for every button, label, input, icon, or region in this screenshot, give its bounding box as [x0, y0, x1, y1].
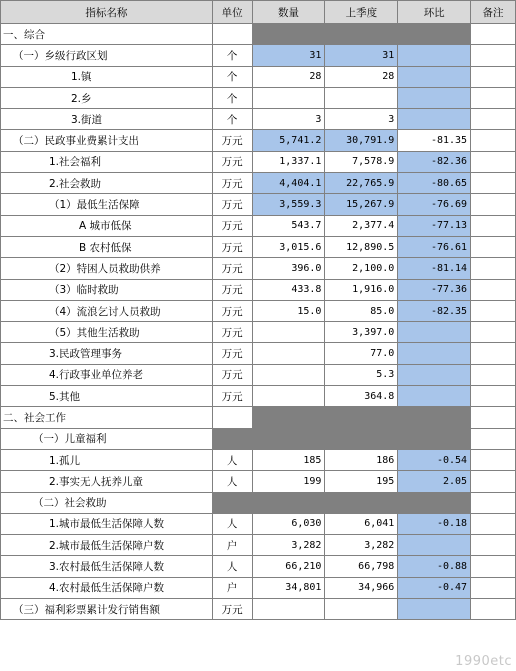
- cell-indicator-name: 5.其他: [1, 386, 213, 407]
- cell-note: [471, 386, 516, 407]
- cell-previous-quarter: 1,916.0: [325, 279, 398, 300]
- cell-unit: 万元: [212, 322, 252, 343]
- cell-indicator-name: 二、社会工作: [1, 407, 213, 428]
- cell-note: [471, 364, 516, 385]
- cell-unit: 万元: [212, 258, 252, 279]
- table-row: [1, 449, 516, 470]
- header-quantity: 数量: [252, 1, 325, 24]
- table-row: [1, 492, 516, 513]
- cell-indicator-name: A 城市低保: [1, 215, 213, 236]
- cell-indicator-name: 3.农村最低生活保障人数: [1, 556, 213, 577]
- cell-ratio: -82.36: [398, 151, 471, 172]
- cell-quantity: 543.7: [252, 215, 325, 236]
- cell-indicator-name: 3.街道: [1, 109, 213, 130]
- cell-indicator-name: （一）儿童福利: [1, 428, 213, 449]
- table-row: [1, 343, 516, 364]
- table-row: [1, 471, 516, 492]
- table-row: [1, 87, 516, 108]
- cell-previous-quarter: 2,100.0: [325, 258, 398, 279]
- cell-previous-quarter: [325, 87, 398, 108]
- cell-indicator-name: （3）临时救助: [1, 279, 213, 300]
- table-row: [1, 322, 516, 343]
- cell-quantity: [252, 407, 325, 428]
- cell-note: [471, 45, 516, 66]
- cell-note: [471, 577, 516, 598]
- table-row: [1, 428, 516, 449]
- cell-indicator-name: （2）特困人员救助供养: [1, 258, 213, 279]
- cell-ratio: [398, 535, 471, 556]
- cell-indicator-name: 2.事实无人抚养儿童: [1, 471, 213, 492]
- cell-quantity: [252, 386, 325, 407]
- cell-ratio: -81.35: [398, 130, 471, 151]
- table-row: [1, 45, 516, 66]
- cell-note: [471, 151, 516, 172]
- table-row: [1, 535, 516, 556]
- cell-note: [471, 556, 516, 577]
- cell-unit: 万元: [212, 173, 252, 194]
- cell-quantity: 28: [252, 66, 325, 87]
- cell-previous-quarter: 85.0: [325, 300, 398, 321]
- cell-indicator-name: 1.孤儿: [1, 449, 213, 470]
- table-row: [1, 194, 516, 215]
- cell-ratio: [398, 407, 471, 428]
- cell-previous-quarter: 7,578.9: [325, 151, 398, 172]
- cell-quantity: 15.0: [252, 300, 325, 321]
- cell-note: [471, 109, 516, 130]
- cell-previous-quarter: 12,890.5: [325, 236, 398, 257]
- cell-note: [471, 513, 516, 534]
- table-row: [1, 279, 516, 300]
- table-row: [1, 258, 516, 279]
- cell-quantity: 34,801: [252, 577, 325, 598]
- cell-indicator-name: 4.行政事业单位养老: [1, 364, 213, 385]
- cell-note: [471, 258, 516, 279]
- cell-ratio: -0.88: [398, 556, 471, 577]
- cell-note: [471, 471, 516, 492]
- cell-quantity: 185: [252, 449, 325, 470]
- cell-unit: 个: [212, 66, 252, 87]
- table-row: [1, 130, 516, 151]
- cell-previous-quarter: 3,397.0: [325, 322, 398, 343]
- cell-ratio: [398, 109, 471, 130]
- cell-ratio: -81.14: [398, 258, 471, 279]
- cell-indicator-name: （三）福利彩票累计发行销售额: [1, 599, 213, 620]
- cell-previous-quarter: 186: [325, 449, 398, 470]
- cell-previous-quarter: 31: [325, 45, 398, 66]
- cell-unit: 万元: [212, 300, 252, 321]
- cell-note: [471, 407, 516, 428]
- table-row: [1, 300, 516, 321]
- cell-indicator-name: 4.农村最低生活保障户数: [1, 577, 213, 598]
- cell-quantity: [252, 322, 325, 343]
- cell-unit: 人: [212, 471, 252, 492]
- cell-previous-quarter: [325, 24, 398, 45]
- cell-previous-quarter: 34,966: [325, 577, 398, 598]
- cell-unit: 万元: [212, 215, 252, 236]
- table-row: [1, 151, 516, 172]
- cell-previous-quarter: [325, 428, 398, 449]
- table-row: [1, 556, 516, 577]
- cell-indicator-name: 2.乡: [1, 87, 213, 108]
- cell-ratio: [398, 322, 471, 343]
- cell-ratio: [398, 66, 471, 87]
- cell-previous-quarter: 3,282: [325, 535, 398, 556]
- cell-unit: 人: [212, 513, 252, 534]
- cell-ratio: -0.18: [398, 513, 471, 534]
- cell-unit: 万元: [212, 236, 252, 257]
- cell-unit: [212, 428, 252, 449]
- cell-indicator-name: 3.民政管理事务: [1, 343, 213, 364]
- cell-quantity: 199: [252, 471, 325, 492]
- watermark: 1990etc: [455, 654, 512, 669]
- cell-previous-quarter: 195: [325, 471, 398, 492]
- cell-note: [471, 215, 516, 236]
- cell-indicator-name: 1.镇: [1, 66, 213, 87]
- cell-quantity: 3,015.6: [252, 236, 325, 257]
- cell-quantity: 31: [252, 45, 325, 66]
- cell-ratio: -76.61: [398, 236, 471, 257]
- table-row: [1, 66, 516, 87]
- cell-quantity: 66,210: [252, 556, 325, 577]
- cell-note: [471, 492, 516, 513]
- cell-note: [471, 24, 516, 45]
- table-row: [1, 513, 516, 534]
- cell-previous-quarter: 30,791.9: [325, 130, 398, 151]
- cell-note: [471, 87, 516, 108]
- cell-unit: 万元: [212, 151, 252, 172]
- cell-previous-quarter: 364.8: [325, 386, 398, 407]
- cell-unit: 万元: [212, 599, 252, 620]
- cell-unit: 人: [212, 556, 252, 577]
- table-row: [1, 577, 516, 598]
- cell-ratio: -76.69: [398, 194, 471, 215]
- cell-quantity: 433.8: [252, 279, 325, 300]
- cell-indicator-name: 1.城市最低生活保障人数: [1, 513, 213, 534]
- header-note: 备注: [471, 1, 516, 24]
- cell-ratio: -77.36: [398, 279, 471, 300]
- cell-indicator-name: （一）乡级行政区划: [1, 45, 213, 66]
- cell-previous-quarter: 2,377.4: [325, 215, 398, 236]
- table-row: [1, 599, 516, 620]
- cell-ratio: -82.35: [398, 300, 471, 321]
- cell-unit: 万元: [212, 364, 252, 385]
- cell-previous-quarter: 6,041: [325, 513, 398, 534]
- cell-previous-quarter: 15,267.9: [325, 194, 398, 215]
- cell-unit: 万元: [212, 279, 252, 300]
- cell-unit: 万元: [212, 386, 252, 407]
- cell-unit: [212, 407, 252, 428]
- table-row: [1, 407, 516, 428]
- cell-quantity: 3,282: [252, 535, 325, 556]
- cell-quantity: 5,741.2: [252, 130, 325, 151]
- cell-previous-quarter: 3: [325, 109, 398, 130]
- cell-previous-quarter: 28: [325, 66, 398, 87]
- cell-note: [471, 599, 516, 620]
- cell-unit: 万元: [212, 343, 252, 364]
- cell-quantity: [252, 24, 325, 45]
- header-indicator-name: 指标名称: [1, 1, 213, 24]
- cell-ratio: [398, 386, 471, 407]
- cell-indicator-name: （二）社会救助: [1, 492, 213, 513]
- cell-indicator-name: （5）其他生活救助: [1, 322, 213, 343]
- cell-unit: 人: [212, 449, 252, 470]
- cell-unit: 户: [212, 535, 252, 556]
- cell-previous-quarter: 77.0: [325, 343, 398, 364]
- cell-note: [471, 130, 516, 151]
- cell-previous-quarter: [325, 492, 398, 513]
- cell-unit: [212, 492, 252, 513]
- table-row: [1, 236, 516, 257]
- cell-previous-quarter: 66,798: [325, 556, 398, 577]
- header-row: [1, 1, 516, 24]
- cell-ratio: [398, 343, 471, 364]
- cell-indicator-name: 1.社会福利: [1, 151, 213, 172]
- cell-indicator-name: B 农村低保: [1, 236, 213, 257]
- cell-note: [471, 322, 516, 343]
- cell-indicator-name: （二）民政事业费累计支出: [1, 130, 213, 151]
- cell-note: [471, 535, 516, 556]
- cell-indicator-name: （4）流浪乞讨人员救助: [1, 300, 213, 321]
- table-row: [1, 364, 516, 385]
- cell-quantity: 396.0: [252, 258, 325, 279]
- cell-quantity: [252, 87, 325, 108]
- cell-ratio: [398, 87, 471, 108]
- cell-note: [471, 300, 516, 321]
- header-unit: 单位: [212, 1, 252, 24]
- cell-quantity: 3: [252, 109, 325, 130]
- cell-ratio: [398, 364, 471, 385]
- cell-ratio: [398, 24, 471, 45]
- header-previous-quarter: 上季度: [325, 1, 398, 24]
- header-ratio: 环比: [398, 1, 471, 24]
- cell-note: [471, 428, 516, 449]
- table-row: [1, 386, 516, 407]
- cell-indicator-name: 一、综合: [1, 24, 213, 45]
- cell-indicator-name: 2.社会救助: [1, 173, 213, 194]
- cell-quantity: [252, 364, 325, 385]
- cell-quantity: [252, 492, 325, 513]
- cell-indicator-name: （1）最低生活保障: [1, 194, 213, 215]
- cell-ratio: [398, 428, 471, 449]
- cell-previous-quarter: 22,765.9: [325, 173, 398, 194]
- cell-unit: 万元: [212, 130, 252, 151]
- table-row: [1, 24, 516, 45]
- cell-unit: 个: [212, 109, 252, 130]
- cell-quantity: [252, 599, 325, 620]
- cell-note: [471, 279, 516, 300]
- cell-note: [471, 343, 516, 364]
- table-row: [1, 215, 516, 236]
- table-row: [1, 109, 516, 130]
- cell-note: [471, 449, 516, 470]
- cell-previous-quarter: [325, 407, 398, 428]
- table-row: [1, 173, 516, 194]
- cell-unit: 万元: [212, 194, 252, 215]
- cell-indicator-name: 2.城市最低生活保障户数: [1, 535, 213, 556]
- cell-note: [471, 66, 516, 87]
- cell-ratio: 2.05: [398, 471, 471, 492]
- cell-quantity: 6,030: [252, 513, 325, 534]
- cell-quantity: [252, 343, 325, 364]
- cell-ratio: -80.65: [398, 173, 471, 194]
- cell-note: [471, 173, 516, 194]
- cell-quantity: 4,404.1: [252, 173, 325, 194]
- cell-ratio: -0.47: [398, 577, 471, 598]
- cell-previous-quarter: 5.3: [325, 364, 398, 385]
- cell-ratio: [398, 492, 471, 513]
- cell-ratio: [398, 599, 471, 620]
- cell-note: [471, 194, 516, 215]
- cell-ratio: -0.54: [398, 449, 471, 470]
- cell-ratio: -77.13: [398, 215, 471, 236]
- cell-unit: 个: [212, 87, 252, 108]
- cell-quantity: 1,337.1: [252, 151, 325, 172]
- cell-ratio: [398, 45, 471, 66]
- cell-previous-quarter: [325, 599, 398, 620]
- cell-unit: [212, 24, 252, 45]
- cell-quantity: 3,559.3: [252, 194, 325, 215]
- cell-unit: 个: [212, 45, 252, 66]
- cell-unit: 户: [212, 577, 252, 598]
- cell-note: [471, 236, 516, 257]
- cell-quantity: [252, 428, 325, 449]
